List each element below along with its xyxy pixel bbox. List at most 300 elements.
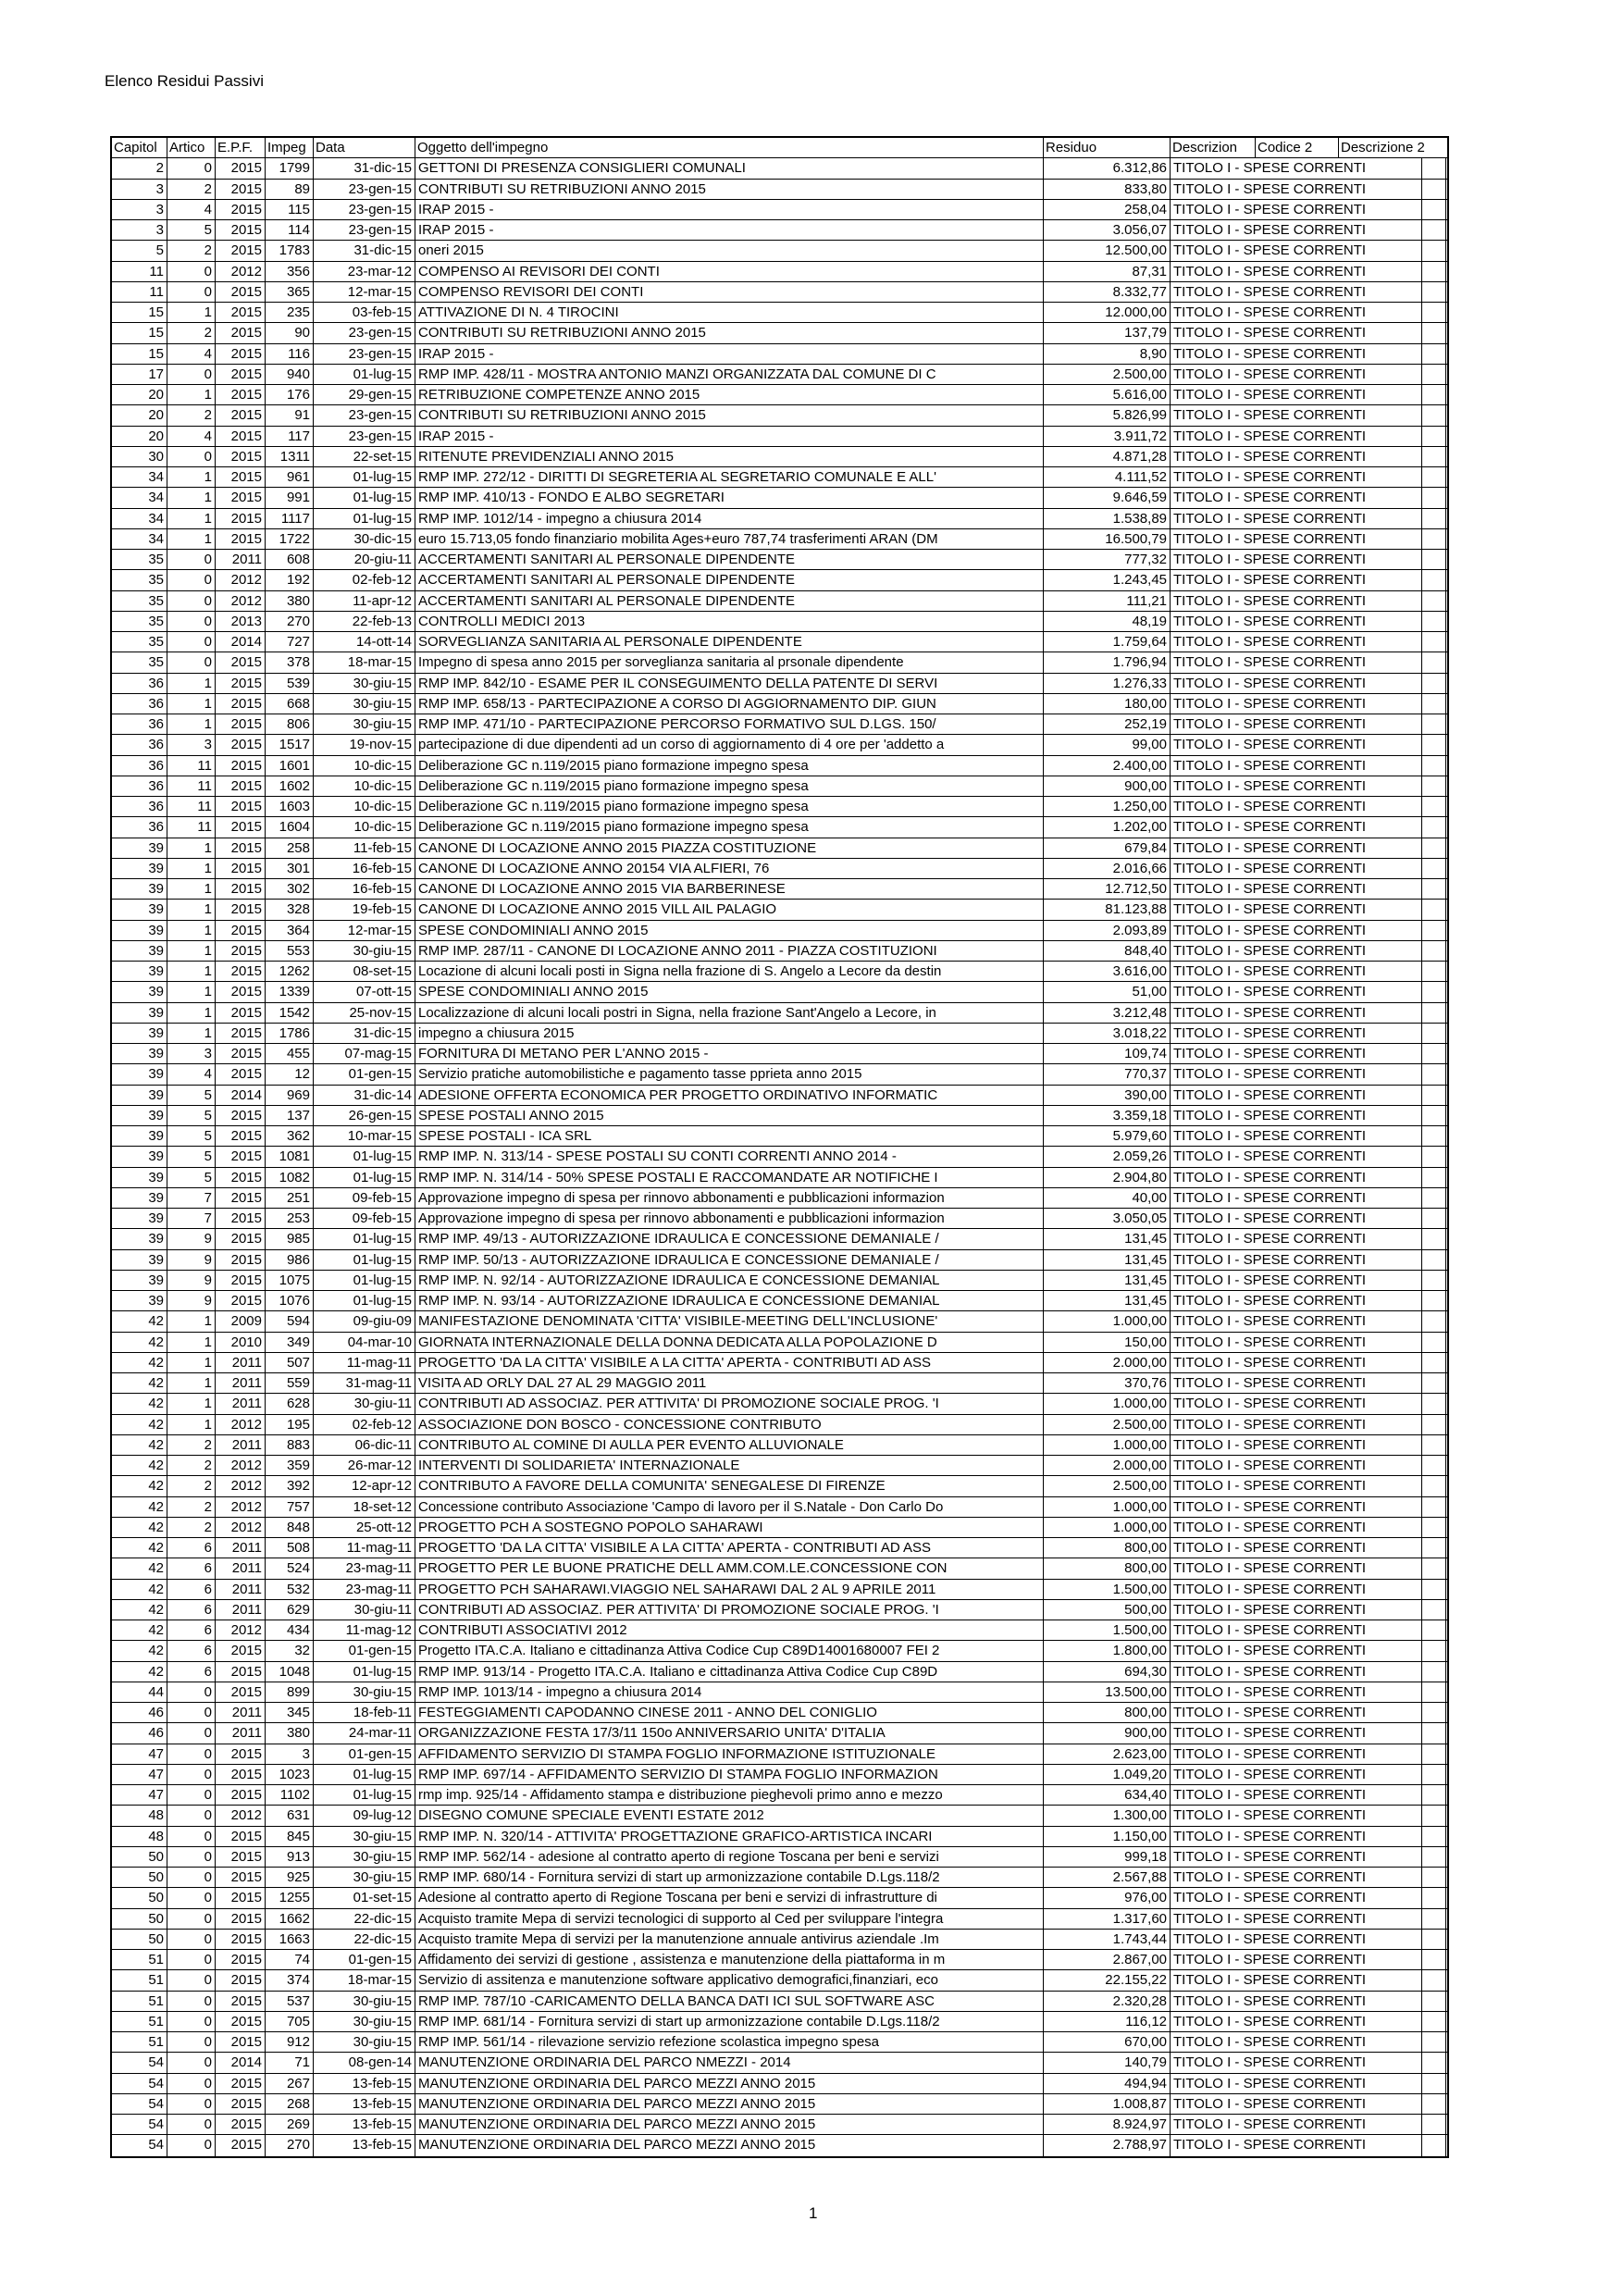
cell-oggetto: Deliberazione GC n.119/2015 piano formazione impegno spesa bbox=[415, 797, 1044, 816]
table-row bbox=[112, 941, 1447, 962]
cell-residuo: 833,80 bbox=[1044, 180, 1171, 199]
table-row bbox=[112, 1271, 1447, 1291]
cell-data: 12-mar-15 bbox=[314, 921, 415, 940]
cell-data: 01-lug-15 bbox=[314, 1662, 415, 1682]
table-row bbox=[112, 1641, 1447, 1661]
cell-descrizione: TITOLO I - SPESE CORRENTI bbox=[1171, 1353, 1422, 1372]
cell-data: 01-lug-15 bbox=[314, 1168, 415, 1187]
cell-oggetto: Servizio pratiche automobilistiche e pagamento tasse pprieta anno 2015 bbox=[415, 1064, 1044, 1084]
cell-descrizione: TITOLO I - SPESE CORRENTI bbox=[1171, 344, 1422, 364]
cell-articolo: 6 bbox=[167, 1641, 216, 1660]
cell-epf: 2012 bbox=[216, 570, 266, 590]
cell-codice-2 bbox=[1422, 1641, 1446, 1660]
cell-capitolo: 39 bbox=[112, 1044, 167, 1063]
cell-data: 01-lug-15 bbox=[314, 1765, 415, 1784]
cell-oggetto: IRAP 2015 - bbox=[415, 427, 1044, 446]
cell-impegno: 380 bbox=[266, 1723, 314, 1743]
cell-articolo: 3 bbox=[167, 1044, 216, 1063]
cell-capitolo: 42 bbox=[112, 1497, 167, 1517]
cell-articolo: 11 bbox=[167, 797, 216, 816]
cell-descrizione-2 bbox=[1446, 427, 1452, 446]
cell-oggetto: FORNITURA DI METANO PER L'ANNO 2015 - bbox=[415, 1044, 1044, 1063]
cell-oggetto: RMP IMP. 272/12 - DIRITTI DI SEGRETERIA AL SEGRETARIO COMUNALE E ALL' bbox=[415, 467, 1044, 487]
cell-descrizione: TITOLO I - SPESE CORRENTI bbox=[1171, 1003, 1422, 1023]
cell-descrizione-2 bbox=[1446, 570, 1452, 590]
cell-articolo: 4 bbox=[167, 427, 216, 446]
cell-epf: 2012 bbox=[216, 1518, 266, 1537]
cell-articolo: 0 bbox=[167, 632, 216, 652]
cell-descrizione: TITOLO I - SPESE CORRENTI bbox=[1171, 962, 1422, 981]
cell-capitolo: 42 bbox=[112, 1558, 167, 1578]
cell-descrizione: TITOLO I - SPESE CORRENTI bbox=[1171, 1765, 1422, 1784]
cell-epf: 2015 bbox=[216, 817, 266, 837]
cell-descrizione: TITOLO I - SPESE CORRENTI bbox=[1171, 1641, 1422, 1660]
cell-capitolo: 42 bbox=[112, 1641, 167, 1660]
cell-articolo: 0 bbox=[167, 158, 216, 178]
cell-oggetto: RMP IMP. 787/10 -CARICAMENTO DELLA BANCA DATI ICI SUL SOFTWARE ASC bbox=[415, 1992, 1044, 2011]
cell-oggetto: SPESE CONDOMINIALI ANNO 2015 bbox=[415, 921, 1044, 940]
cell-articolo: 1 bbox=[167, 1353, 216, 1372]
table-row bbox=[112, 1106, 1447, 1126]
header-capitolo: Capitol bbox=[112, 138, 167, 157]
cell-epf: 2015 bbox=[216, 1064, 266, 1084]
cell-epf: 2015 bbox=[216, 797, 266, 816]
cell-capitolo: 42 bbox=[112, 1580, 167, 1599]
cell-capitolo: 36 bbox=[112, 797, 167, 816]
cell-articolo: 9 bbox=[167, 1250, 216, 1270]
cell-epf: 2015 bbox=[216, 200, 266, 219]
cell-articolo: 0 bbox=[167, 365, 216, 384]
cell-capitolo: 42 bbox=[112, 1415, 167, 1434]
cell-descrizione-2 bbox=[1446, 241, 1452, 260]
cell-epf: 2015 bbox=[216, 241, 266, 260]
cell-data: 16-feb-15 bbox=[314, 879, 415, 899]
cell-data: 18-set-12 bbox=[314, 1497, 415, 1517]
cell-oggetto: RMP IMP. 680/14 - Fornitura servizi di start up armonizzazione contabile D.Lgs.118/2 bbox=[415, 1868, 1044, 1887]
cell-descrizione-2 bbox=[1446, 1415, 1452, 1434]
table-row bbox=[112, 1250, 1447, 1271]
cell-descrizione: TITOLO I - SPESE CORRENTI bbox=[1171, 1064, 1422, 1084]
cell-capitolo: 46 bbox=[112, 1703, 167, 1722]
cell-descrizione-2 bbox=[1446, 632, 1452, 652]
cell-impegno: 631 bbox=[266, 1806, 314, 1825]
cell-codice-2 bbox=[1422, 1188, 1446, 1208]
cell-residuo: 5.979,60 bbox=[1044, 1126, 1171, 1146]
cell-articolo: 1 bbox=[167, 900, 216, 919]
cell-oggetto: GIORNATA INTERNAZIONALE DELLA DONNA DEDICATA ALLA POPOLAZIONE D bbox=[415, 1333, 1044, 1352]
cell-oggetto: CONTROLLI MEDICI 2013 bbox=[415, 612, 1044, 631]
cell-capitolo: 50 bbox=[112, 1847, 167, 1867]
cell-codice-2 bbox=[1422, 1086, 1446, 1105]
cell-descrizione: TITOLO I - SPESE CORRENTI bbox=[1171, 735, 1422, 754]
cell-codice-2 bbox=[1422, 1415, 1446, 1434]
table-row bbox=[112, 1806, 1447, 1826]
cell-impegno: 985 bbox=[266, 1229, 314, 1248]
cell-epf: 2015 bbox=[216, 838, 266, 858]
cell-capitolo: 39 bbox=[112, 941, 167, 961]
cell-articolo: 0 bbox=[167, 2032, 216, 2052]
cell-data: 30-giu-11 bbox=[314, 1394, 415, 1413]
cell-descrizione-2 bbox=[1446, 1970, 1452, 1990]
table-row bbox=[112, 1620, 1447, 1641]
cell-impegno: 114 bbox=[266, 220, 314, 240]
cell-capitolo: 50 bbox=[112, 1930, 167, 1949]
cell-residuo: 1.000,00 bbox=[1044, 1518, 1171, 1537]
cell-codice-2 bbox=[1422, 1723, 1446, 1743]
cell-oggetto: Approvazione impegno di spesa per rinnovo abbonamenti e pubblicazioni informazion bbox=[415, 1209, 1044, 1228]
cell-data: 01-gen-15 bbox=[314, 1950, 415, 1969]
cell-data: 07-mag-15 bbox=[314, 1044, 415, 1063]
cell-descrizione-2 bbox=[1446, 735, 1452, 754]
cell-data: 30-giu-15 bbox=[314, 674, 415, 693]
cell-epf: 2012 bbox=[216, 1620, 266, 1640]
table-row bbox=[112, 1847, 1447, 1868]
cell-residuo: 500,00 bbox=[1044, 1600, 1171, 1620]
cell-capitolo: 39 bbox=[112, 1086, 167, 1105]
document-title: Elenco Residui Passivi bbox=[105, 72, 264, 90]
cell-articolo: 6 bbox=[167, 1600, 216, 1620]
cell-capitolo: 39 bbox=[112, 982, 167, 1001]
cell-descrizione-2 bbox=[1446, 1209, 1452, 1228]
table-row bbox=[112, 1291, 1447, 1311]
cell-impegno: 912 bbox=[266, 2032, 314, 2052]
cell-descrizione-2 bbox=[1446, 509, 1452, 528]
cell-impegno: 455 bbox=[266, 1044, 314, 1063]
cell-epf: 2015 bbox=[216, 2074, 266, 2093]
cell-data: 23-gen-15 bbox=[314, 344, 415, 364]
cell-impegno: 1604 bbox=[266, 817, 314, 837]
cell-epf: 2012 bbox=[216, 1415, 266, 1434]
cell-articolo: 2 bbox=[167, 180, 216, 199]
cell-descrizione-2 bbox=[1446, 1703, 1452, 1722]
header-codice-2: Codice 2 bbox=[1256, 138, 1339, 157]
cell-articolo: 0 bbox=[167, 1682, 216, 1702]
cell-descrizione: TITOLO I - SPESE CORRENTI bbox=[1171, 612, 1422, 631]
table-row bbox=[112, 1662, 1447, 1682]
cell-impegno: 115 bbox=[266, 200, 314, 219]
cell-data: 01-lug-15 bbox=[314, 467, 415, 487]
cell-articolo: 1 bbox=[167, 859, 216, 878]
cell-impegno: 356 bbox=[266, 262, 314, 281]
cell-codice-2 bbox=[1422, 735, 1446, 754]
cell-codice-2 bbox=[1422, 1703, 1446, 1722]
cell-descrizione: TITOLO I - SPESE CORRENTI bbox=[1171, 1538, 1422, 1558]
table-row bbox=[112, 1024, 1447, 1044]
cell-articolo: 1 bbox=[167, 962, 216, 981]
cell-codice-2 bbox=[1422, 1620, 1446, 1640]
cell-descrizione-2 bbox=[1446, 652, 1452, 672]
cell-descrizione-2 bbox=[1446, 529, 1452, 549]
cell-epf: 2015 bbox=[216, 879, 266, 899]
cell-data: 31-dic-15 bbox=[314, 1024, 415, 1043]
cell-descrizione-2 bbox=[1446, 1086, 1452, 1105]
cell-articolo: 0 bbox=[167, 2053, 216, 2072]
cell-epf: 2015 bbox=[216, 859, 266, 878]
cell-articolo: 1 bbox=[167, 303, 216, 322]
cell-data: 12-apr-12 bbox=[314, 1476, 415, 1496]
cell-epf: 2015 bbox=[216, 1147, 266, 1166]
cell-oggetto: Affidamento dei servizi di gestione , assistenza e manutenzione della piattaforma in m bbox=[415, 1950, 1044, 1969]
cell-impegno: 1082 bbox=[266, 1168, 314, 1187]
cell-oggetto: Deliberazione GC n.119/2015 piano formazione impegno spesa bbox=[415, 756, 1044, 776]
cell-codice-2 bbox=[1422, 158, 1446, 178]
cell-oggetto: ADESIONE OFFERTA ECONOMICA PER PROGETTO ORDINATIVO INFORMATIC bbox=[415, 1086, 1044, 1105]
cell-data: 23-gen-15 bbox=[314, 180, 415, 199]
cell-residuo: 99,00 bbox=[1044, 735, 1171, 754]
table-row bbox=[112, 2135, 1447, 2155]
cell-residuo: 1.796,94 bbox=[1044, 652, 1171, 672]
cell-epf: 2012 bbox=[216, 1497, 266, 1517]
cell-codice-2 bbox=[1422, 591, 1446, 611]
cell-articolo: 0 bbox=[167, 1868, 216, 1887]
cell-capitolo: 39 bbox=[112, 962, 167, 981]
cell-capitolo: 35 bbox=[112, 612, 167, 631]
cell-articolo: 2 bbox=[167, 1435, 216, 1455]
table-row bbox=[112, 1558, 1447, 1579]
cell-epf: 2015 bbox=[216, 1827, 266, 1846]
cell-capitolo: 20 bbox=[112, 405, 167, 425]
cell-data: 12-mar-15 bbox=[314, 282, 415, 302]
cell-descrizione: TITOLO I - SPESE CORRENTI bbox=[1171, 1126, 1422, 1146]
cell-epf: 2015 bbox=[216, 1785, 266, 1805]
cell-impegno: 507 bbox=[266, 1353, 314, 1372]
cell-oggetto: MANUTENZIONE ORDINARIA DEL PARCO MEZZI ANNO 2015 bbox=[415, 2094, 1044, 2114]
cell-descrizione: TITOLO I - SPESE CORRENTI bbox=[1171, 385, 1422, 404]
cell-data: 31-mag-11 bbox=[314, 1373, 415, 1393]
cell-descrizione-2 bbox=[1446, 1024, 1452, 1043]
table-row bbox=[112, 488, 1447, 508]
cell-articolo: 11 bbox=[167, 776, 216, 796]
cell-impegno: 537 bbox=[266, 1992, 314, 2011]
cell-epf: 2015 bbox=[216, 1950, 266, 1969]
cell-residuo: 3.616,00 bbox=[1044, 962, 1171, 981]
cell-descrizione-2 bbox=[1446, 1435, 1452, 1455]
cell-impegno: 553 bbox=[266, 941, 314, 961]
cell-descrizione-2 bbox=[1446, 1271, 1452, 1290]
cell-descrizione-2 bbox=[1446, 2094, 1452, 2114]
cell-epf: 2015 bbox=[216, 2094, 266, 2114]
cell-descrizione: TITOLO I - SPESE CORRENTI bbox=[1171, 1868, 1422, 1887]
cell-descrizione: TITOLO I - SPESE CORRENTI bbox=[1171, 921, 1422, 940]
cell-impegno: 137 bbox=[266, 1106, 314, 1125]
header-epf: E.P.F. bbox=[216, 138, 266, 157]
cell-descrizione-2 bbox=[1446, 385, 1452, 404]
cell-descrizione: TITOLO I - SPESE CORRENTI bbox=[1171, 1476, 1422, 1496]
cell-epf: 2015 bbox=[216, 1970, 266, 1990]
cell-impegno: 268 bbox=[266, 2094, 314, 2114]
cell-codice-2 bbox=[1422, 570, 1446, 590]
cell-epf: 2015 bbox=[216, 1930, 266, 1949]
cell-descrizione: TITOLO I - SPESE CORRENTI bbox=[1171, 262, 1422, 281]
cell-descrizione: TITOLO I - SPESE CORRENTI bbox=[1171, 714, 1422, 734]
cell-codice-2 bbox=[1422, 1435, 1446, 1455]
cell-codice-2 bbox=[1422, 1126, 1446, 1146]
cell-impegno: 91 bbox=[266, 405, 314, 425]
cell-descrizione: TITOLO I - SPESE CORRENTI bbox=[1171, 652, 1422, 672]
cell-residuo: 1.800,00 bbox=[1044, 1641, 1171, 1660]
table-row bbox=[112, 405, 1447, 426]
cell-data: 10-dic-15 bbox=[314, 797, 415, 816]
cell-epf: 2015 bbox=[216, 1106, 266, 1125]
cell-impegno: 727 bbox=[266, 632, 314, 652]
cell-epf: 2015 bbox=[216, 1765, 266, 1784]
cell-codice-2 bbox=[1422, 1229, 1446, 1248]
table-row bbox=[112, 591, 1447, 612]
cell-oggetto: RMP IMP. 658/13 - PARTECIPAZIONE A CORSO DI AGGIORNAMENTO DIP. GIUN bbox=[415, 694, 1044, 714]
cell-data: 19-nov-15 bbox=[314, 735, 415, 754]
cell-epf: 2015 bbox=[216, 1168, 266, 1187]
cell-codice-2 bbox=[1422, 612, 1446, 631]
table-row bbox=[112, 1394, 1447, 1414]
cell-descrizione-2 bbox=[1446, 1641, 1452, 1660]
cell-codice-2 bbox=[1422, 2094, 1446, 2114]
cell-epf: 2015 bbox=[216, 365, 266, 384]
cell-descrizione: TITOLO I - SPESE CORRENTI bbox=[1171, 1600, 1422, 1620]
cell-residuo: 140,79 bbox=[1044, 2053, 1171, 2072]
cell-residuo: 1.538,89 bbox=[1044, 509, 1171, 528]
cell-codice-2 bbox=[1422, 550, 1446, 569]
cell-codice-2 bbox=[1422, 1682, 1446, 1702]
cell-articolo: 0 bbox=[167, 1827, 216, 1846]
table-row bbox=[112, 529, 1447, 550]
cell-capitolo: 15 bbox=[112, 344, 167, 364]
cell-data: 31-dic-15 bbox=[314, 241, 415, 260]
cell-impegno: 1601 bbox=[266, 756, 314, 776]
cell-capitolo: 39 bbox=[112, 1229, 167, 1248]
cell-impegno: 1311 bbox=[266, 447, 314, 466]
cell-oggetto: DISEGNO COMUNE SPECIALE EVENTI ESTATE 2012 bbox=[415, 1806, 1044, 1825]
cell-impegno: 374 bbox=[266, 1970, 314, 1990]
cell-residuo: 634,40 bbox=[1044, 1785, 1171, 1805]
cell-impegno: 757 bbox=[266, 1497, 314, 1517]
cell-oggetto: RMP IMP. 49/13 - AUTORIZZAZIONE IDRAULICA E CONCESSIONE DEMANIALE / bbox=[415, 1229, 1044, 1248]
cell-residuo: 1.759,64 bbox=[1044, 632, 1171, 652]
table-row bbox=[112, 1229, 1447, 1249]
cell-residuo: 252,19 bbox=[1044, 714, 1171, 734]
cell-epf: 2015 bbox=[216, 488, 266, 507]
cell-capitolo: 50 bbox=[112, 1909, 167, 1929]
cell-descrizione-2 bbox=[1446, 1497, 1452, 1517]
cell-data: 01-set-15 bbox=[314, 1888, 415, 1907]
cell-epf: 2015 bbox=[216, 900, 266, 919]
cell-codice-2 bbox=[1422, 1847, 1446, 1867]
cell-capitolo: 42 bbox=[112, 1311, 167, 1331]
table-row bbox=[112, 797, 1447, 817]
cell-descrizione: TITOLO I - SPESE CORRENTI bbox=[1171, 941, 1422, 961]
cell-capitolo: 44 bbox=[112, 1682, 167, 1702]
cell-epf: 2015 bbox=[216, 405, 266, 425]
cell-data: 14-ott-14 bbox=[314, 632, 415, 652]
cell-descrizione-2 bbox=[1446, 550, 1452, 569]
table-row bbox=[112, 1373, 1447, 1394]
cell-articolo: 2 bbox=[167, 1518, 216, 1537]
table-row bbox=[112, 1868, 1447, 1888]
cell-codice-2 bbox=[1422, 632, 1446, 652]
cell-codice-2 bbox=[1422, 797, 1446, 816]
cell-codice-2 bbox=[1422, 652, 1446, 672]
cell-capitolo: 35 bbox=[112, 591, 167, 611]
table-row bbox=[112, 2032, 1447, 2053]
cell-data: 11-apr-12 bbox=[314, 591, 415, 611]
cell-epf: 2011 bbox=[216, 1723, 266, 1743]
cell-capitolo: 39 bbox=[112, 1188, 167, 1208]
cell-data: 02-feb-12 bbox=[314, 1415, 415, 1434]
cell-descrizione: TITOLO I - SPESE CORRENTI bbox=[1171, 427, 1422, 446]
cell-impegno: 628 bbox=[266, 1394, 314, 1413]
cell-oggetto: CONTRIBUTI SU RETRIBUZIONI ANNO 2015 bbox=[415, 323, 1044, 342]
cell-articolo: 1 bbox=[167, 1333, 216, 1352]
cell-residuo: 1.500,00 bbox=[1044, 1620, 1171, 1640]
cell-oggetto: RETRIBUZIONE COMPETENZE ANNO 2015 bbox=[415, 385, 1044, 404]
cell-capitolo: 47 bbox=[112, 1785, 167, 1805]
cell-codice-2 bbox=[1422, 262, 1446, 281]
cell-oggetto: CONTRIBUTI SU RETRIBUZIONI ANNO 2015 bbox=[415, 405, 1044, 425]
cell-impegno: 117 bbox=[266, 427, 314, 446]
cell-descrizione-2 bbox=[1446, 2135, 1452, 2155]
cell-oggetto: RMP IMP. 681/14 - Fornitura servizi di start up armonizzazione contabile D.Lgs.118/2 bbox=[415, 2012, 1044, 2031]
cell-capitolo: 30 bbox=[112, 447, 167, 466]
cell-data: 01-lug-15 bbox=[314, 1147, 415, 1166]
cell-oggetto: rmp imp. 925/14 - Affidamento stampa e distribuzione pieghevoli primo anno e mezzo bbox=[415, 1785, 1044, 1805]
table-row bbox=[112, 1538, 1447, 1558]
cell-capitolo: 42 bbox=[112, 1600, 167, 1620]
table-row bbox=[112, 447, 1447, 467]
cell-impegno: 961 bbox=[266, 467, 314, 487]
table-row bbox=[112, 1992, 1447, 2012]
cell-descrizione-2 bbox=[1446, 220, 1452, 240]
cell-capitolo: 35 bbox=[112, 550, 167, 569]
table-row bbox=[112, 570, 1447, 590]
cell-residuo: 5.826,99 bbox=[1044, 405, 1171, 425]
cell-impegno: 1262 bbox=[266, 962, 314, 981]
cell-epf: 2011 bbox=[216, 1703, 266, 1722]
cell-articolo: 0 bbox=[167, 262, 216, 281]
cell-articolo: 0 bbox=[167, 612, 216, 631]
cell-codice-2 bbox=[1422, 859, 1446, 878]
cell-residuo: 800,00 bbox=[1044, 1538, 1171, 1558]
cell-articolo: 9 bbox=[167, 1229, 216, 1248]
cell-oggetto: SPESE POSTALI ANNO 2015 bbox=[415, 1106, 1044, 1125]
cell-descrizione: TITOLO I - SPESE CORRENTI bbox=[1171, 241, 1422, 260]
cell-oggetto: RMP IMP. 913/14 - Progetto ITA.C.A. Italiano e cittadinanza Attiva Codice Cup C89D bbox=[415, 1662, 1044, 1682]
cell-epf: 2015 bbox=[216, 776, 266, 796]
cell-descrizione: TITOLO I - SPESE CORRENTI bbox=[1171, 1847, 1422, 1867]
cell-codice-2 bbox=[1422, 220, 1446, 240]
cell-capitolo: 39 bbox=[112, 1106, 167, 1125]
table-row bbox=[112, 632, 1447, 652]
cell-residuo: 800,00 bbox=[1044, 1558, 1171, 1578]
cell-descrizione-2 bbox=[1446, 1600, 1452, 1620]
cell-data: 29-gen-15 bbox=[314, 385, 415, 404]
cell-data: 10-dic-15 bbox=[314, 776, 415, 796]
cell-impegno: 1339 bbox=[266, 982, 314, 1001]
table-row bbox=[112, 282, 1447, 303]
cell-data: 23-mag-11 bbox=[314, 1580, 415, 1599]
cell-oggetto: IRAP 2015 - bbox=[415, 220, 1044, 240]
cell-capitolo: 47 bbox=[112, 1765, 167, 1784]
cell-capitolo: 39 bbox=[112, 1126, 167, 1146]
cell-codice-2 bbox=[1422, 1909, 1446, 1929]
cell-descrizione: TITOLO I - SPESE CORRENTI bbox=[1171, 776, 1422, 796]
cell-data: 22-dic-15 bbox=[314, 1930, 415, 1949]
cell-descrizione-2 bbox=[1446, 180, 1452, 199]
cell-descrizione: TITOLO I - SPESE CORRENTI bbox=[1171, 282, 1422, 302]
cell-impegno: 195 bbox=[266, 1415, 314, 1434]
cell-descrizione-2 bbox=[1446, 200, 1452, 219]
cell-codice-2 bbox=[1422, 1744, 1446, 1764]
cell-capitolo: 46 bbox=[112, 1723, 167, 1743]
cell-residuo: 2.400,00 bbox=[1044, 756, 1171, 776]
